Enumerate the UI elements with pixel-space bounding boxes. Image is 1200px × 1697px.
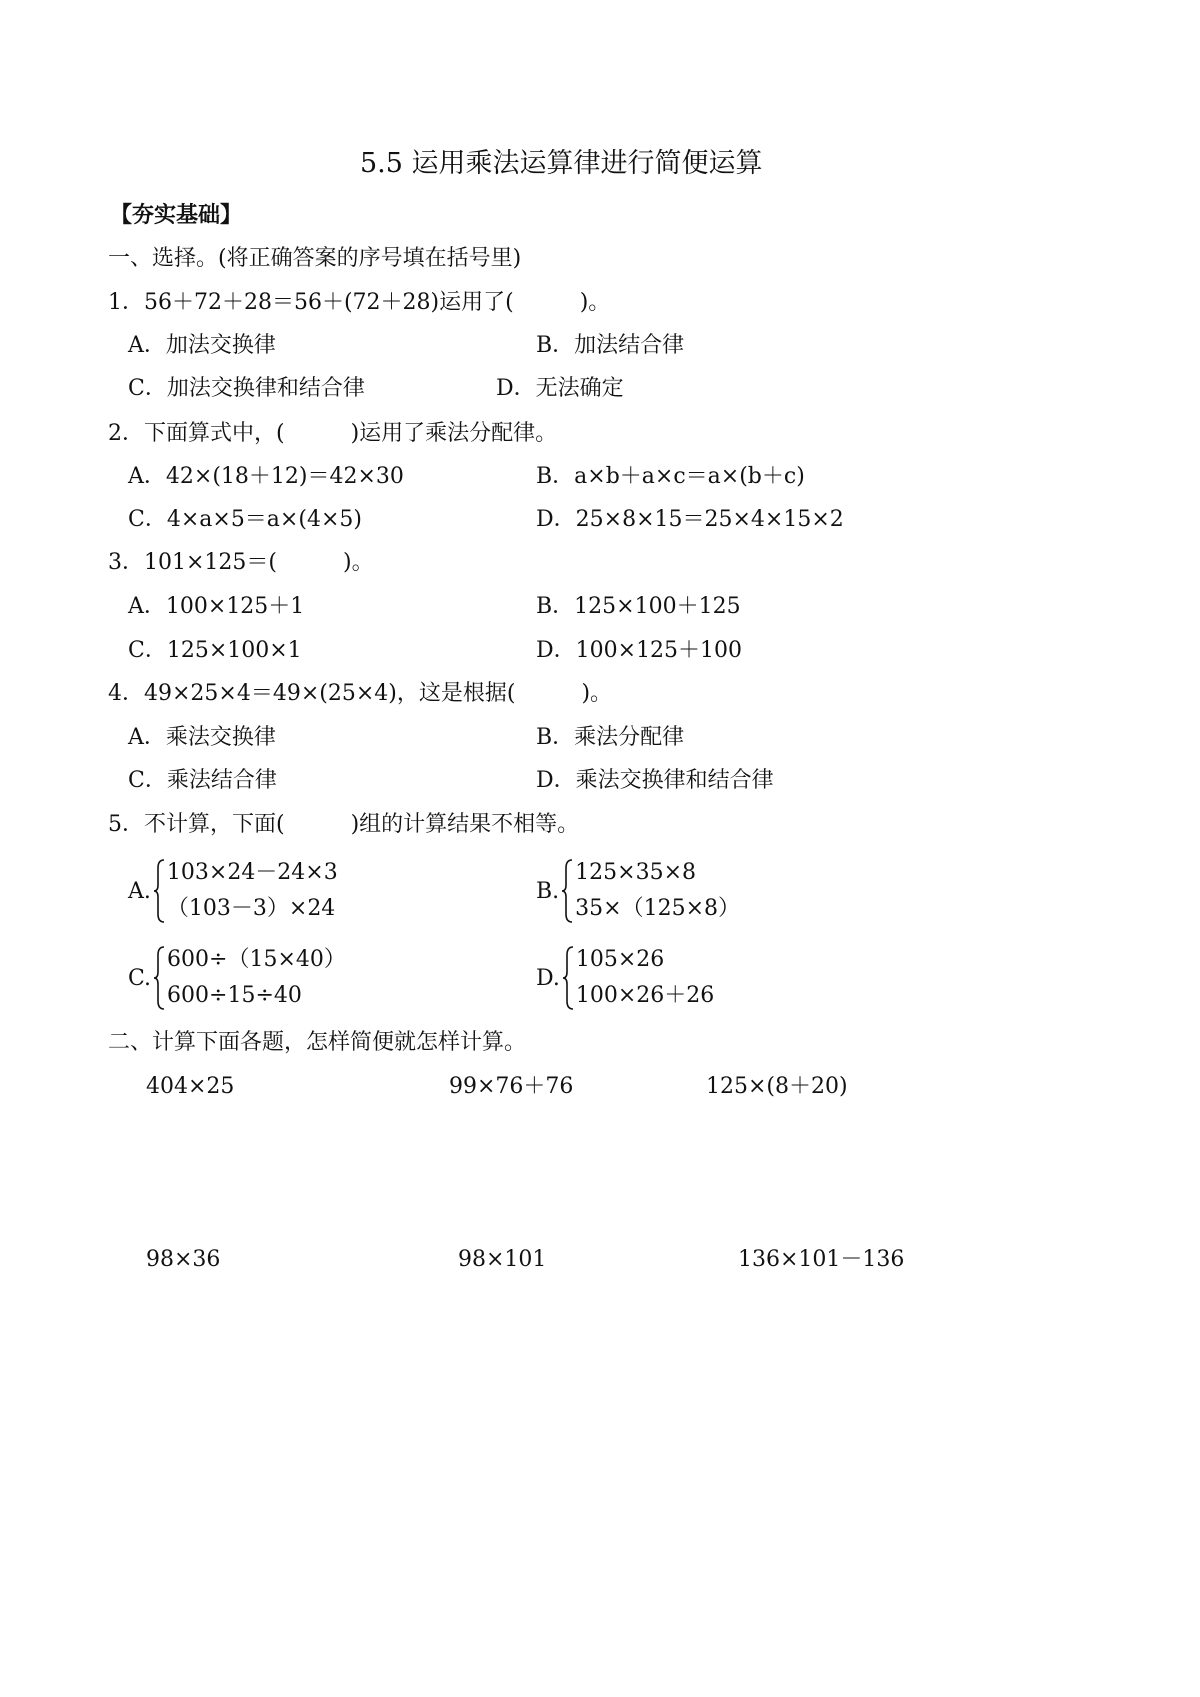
question-3-option-d: D．100×125＋100 (536, 638, 743, 663)
part2-heading: 二、计算下面各题，怎样简便就怎样计算。 (108, 1030, 527, 1055)
option-label: B. (536, 878, 560, 904)
curly-brace-icon (562, 945, 574, 1011)
question-2-option-c: C．4×a×5＝a×(4×5) (128, 507, 362, 532)
question-1-option-d: D．无法确定 (496, 376, 624, 401)
question-5-option-d (536, 942, 714, 1014)
question-2-option-d: D．25×8×15＝25×4×15×2 (536, 507, 844, 532)
question-3-option-c: C．125×100×1 (128, 638, 302, 663)
expression-line: 125×35×8 (575, 860, 697, 885)
question-3-stem: 3．101×125＝( )。 (108, 550, 374, 575)
calc-problem-4: 98×36 (146, 1247, 221, 1272)
question-4-stem: 4．49×25×4＝49×(25×4)，这是根据( )。 (108, 681, 613, 706)
question-5-stem: 5．不计算，下面( )组的计算结果不相等。 (108, 812, 580, 837)
expression-line: 100×26＋26 (575, 983, 715, 1008)
calc-problem-1: 404×25 (146, 1074, 235, 1099)
part1-heading: 一、选择。(将正确答案的序号填在括号里) (108, 246, 522, 271)
expression-line: 105×26 (575, 947, 665, 972)
option-label: A. (128, 878, 151, 904)
question-4-option-d: D．乘法交换律和结合律 (536, 768, 774, 793)
question-2-option-a: A．42×(18＋12)＝42×30 (128, 464, 404, 489)
expression-line: 600÷15÷40 (167, 983, 302, 1008)
section-heading: 【夯实基础】 (110, 203, 243, 228)
option-label: C. (128, 965, 152, 991)
question-2-option-b: B．a×b＋a×c＝a×(b＋c) (536, 464, 805, 489)
question-1-option-a: A．加法交换律 (128, 333, 276, 358)
calc-problem-5: 98×101 (458, 1247, 547, 1272)
curly-brace-icon (561, 858, 573, 924)
expression-line: （103－3）×24 (166, 896, 336, 921)
question-4-option-a: A．乘法交换律 (128, 725, 276, 750)
calc-problem-6: 136×101－136 (738, 1247, 905, 1272)
question-5-option-c (128, 942, 346, 1014)
calc-problem-3: 125×(8＋20) (706, 1074, 848, 1099)
question-3-option-a: A．100×125＋1 (128, 594, 305, 619)
question-5-option-b (536, 855, 740, 927)
question-2-stem: 2．下面算式中，( )运用了乘法分配律。 (108, 421, 558, 446)
calc-problem-2: 99×76＋76 (449, 1074, 574, 1099)
expression-line: 103×24－24×3 (166, 860, 338, 885)
question-1-option-b: B．加法结合律 (536, 333, 685, 358)
question-4-option-c: C．乘法结合律 (128, 768, 277, 793)
page-title: 5.5 运用乘法运算律进行简便运算 (360, 148, 763, 179)
question-1-stem: 1．56＋72＋28＝56＋(72＋28)运用了( )。 (108, 290, 611, 315)
question-3-option-b: B．125×100＋125 (536, 594, 741, 619)
curly-brace-icon (153, 858, 165, 924)
option-label: D. (536, 965, 560, 991)
question-4-option-b: B．乘法分配律 (536, 725, 685, 750)
question-1-option-c: C．加法交换律和结合律 (128, 376, 365, 401)
expression-line: 600÷（15×40） (167, 947, 346, 972)
question-5-option-a (128, 855, 338, 927)
curly-brace-icon (153, 945, 165, 1011)
expression-line: 35×（125×8） (575, 896, 741, 921)
